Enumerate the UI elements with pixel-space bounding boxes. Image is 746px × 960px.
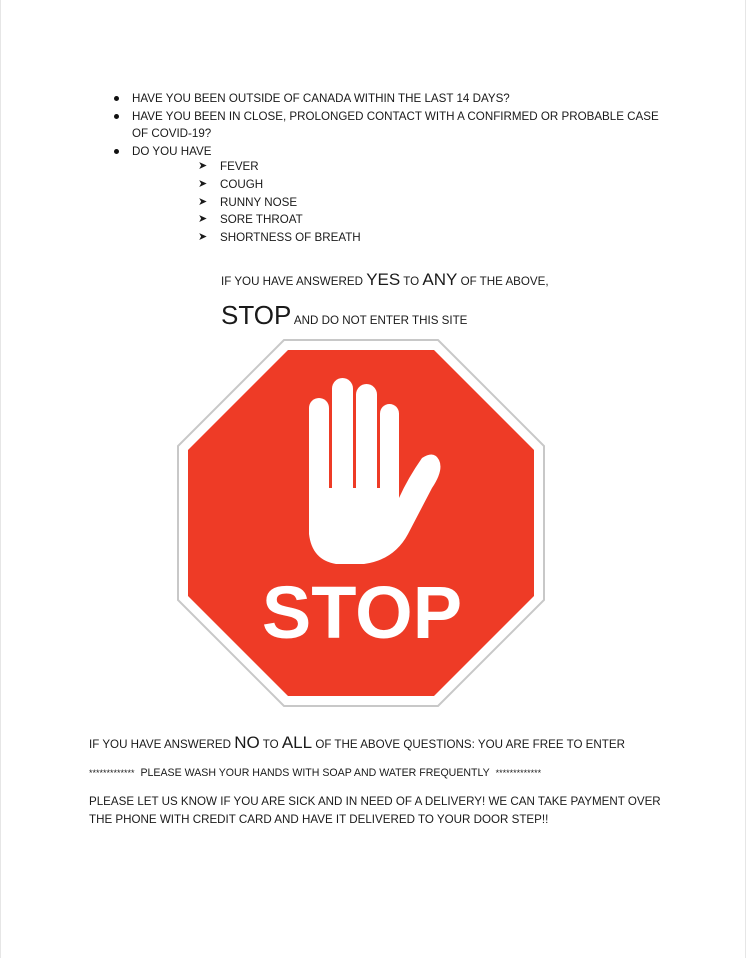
question-text: HAVE YOU BEEN OUTSIDE OF CANADA WITHIN THE LAST 14 DAYS? — [132, 92, 510, 105]
yes-line-to: TO — [403, 275, 420, 288]
no-word: NO — [234, 733, 260, 752]
question-text: DO YOU HAVE — [132, 145, 212, 158]
question-item — [112, 90, 672, 107]
no-instruction — [89, 733, 625, 753]
no-line-pre: IF YOU HAVE ANSWERED — [89, 738, 231, 751]
yes-instruction — [221, 270, 549, 290]
stop-sign-text: STOP — [261, 571, 463, 654]
symptom-item — [196, 176, 361, 194]
symptom-item — [196, 229, 361, 247]
yes-line-post: OF THE ABOVE, — [460, 275, 549, 288]
stop-sign-icon — [176, 338, 546, 708]
no-line-to: TO — [262, 738, 279, 751]
symptom-text: SHORTNESS OF BREATH — [220, 231, 361, 245]
symptom-text: RUNNY NOSE — [220, 195, 298, 209]
arrow-bullet-icon: ➤ — [198, 231, 208, 244]
all-word: ALL — [281, 733, 313, 752]
symptom-item — [196, 158, 361, 176]
bullet-icon — [114, 96, 119, 101]
screening-questions — [112, 90, 672, 161]
symptom-list — [196, 158, 361, 247]
stop-instruction — [221, 300, 467, 331]
symptom-item — [196, 211, 361, 229]
arrow-bullet-icon: ➤ — [198, 195, 208, 208]
stop-line-rest: AND DO NOT ENTER THIS SITE — [293, 314, 468, 327]
symptom-text: COUGH — [220, 177, 264, 191]
yes-word: YES — [366, 270, 401, 289]
handwash-text: PLEASE WASH YOUR HANDS WITH SOAP AND WATER FREQUENTLY — [140, 767, 490, 779]
no-line-post: OF THE ABOVE QUESTIONS: YOU ARE FREE TO ENTER — [315, 738, 625, 751]
delivery-note: PLEASE LET US KNOW IF YOU ARE SICK AND IN NEED OF A DELIVERY! WE CAN TAKE PAYMENT OVER THE PHONE WITH CREDIT CARD AND HAVE IT DELIVERED TO YOUR DOOR STEP!! — [89, 795, 661, 826]
bullet-icon — [114, 114, 119, 119]
symptom-item — [196, 194, 361, 212]
symptom-text: SORE THROAT — [220, 213, 303, 227]
handwash-reminder — [89, 767, 541, 779]
stars-left: ************* — [89, 768, 135, 779]
any-word: ANY — [422, 270, 458, 289]
arrow-bullet-icon: ➤ — [198, 160, 208, 172]
arrow-bullet-icon: ➤ — [198, 213, 208, 226]
yes-line-pre: IF YOU HAVE ANSWERED — [221, 275, 363, 288]
question-item — [112, 108, 672, 142]
stars-right: ************* — [495, 768, 542, 779]
question-text: HAVE YOU BEEN IN CLOSE, PROLONGED CONTACT WITH A CONFIRMED OR PROBABLE CASE OF COVID-19? — [132, 110, 659, 140]
symptom-text: FEVER — [220, 160, 259, 173]
bullet-icon — [114, 149, 119, 154]
stop-word: STOP — [221, 300, 292, 330]
arrow-bullet-icon: ➤ — [198, 177, 208, 190]
